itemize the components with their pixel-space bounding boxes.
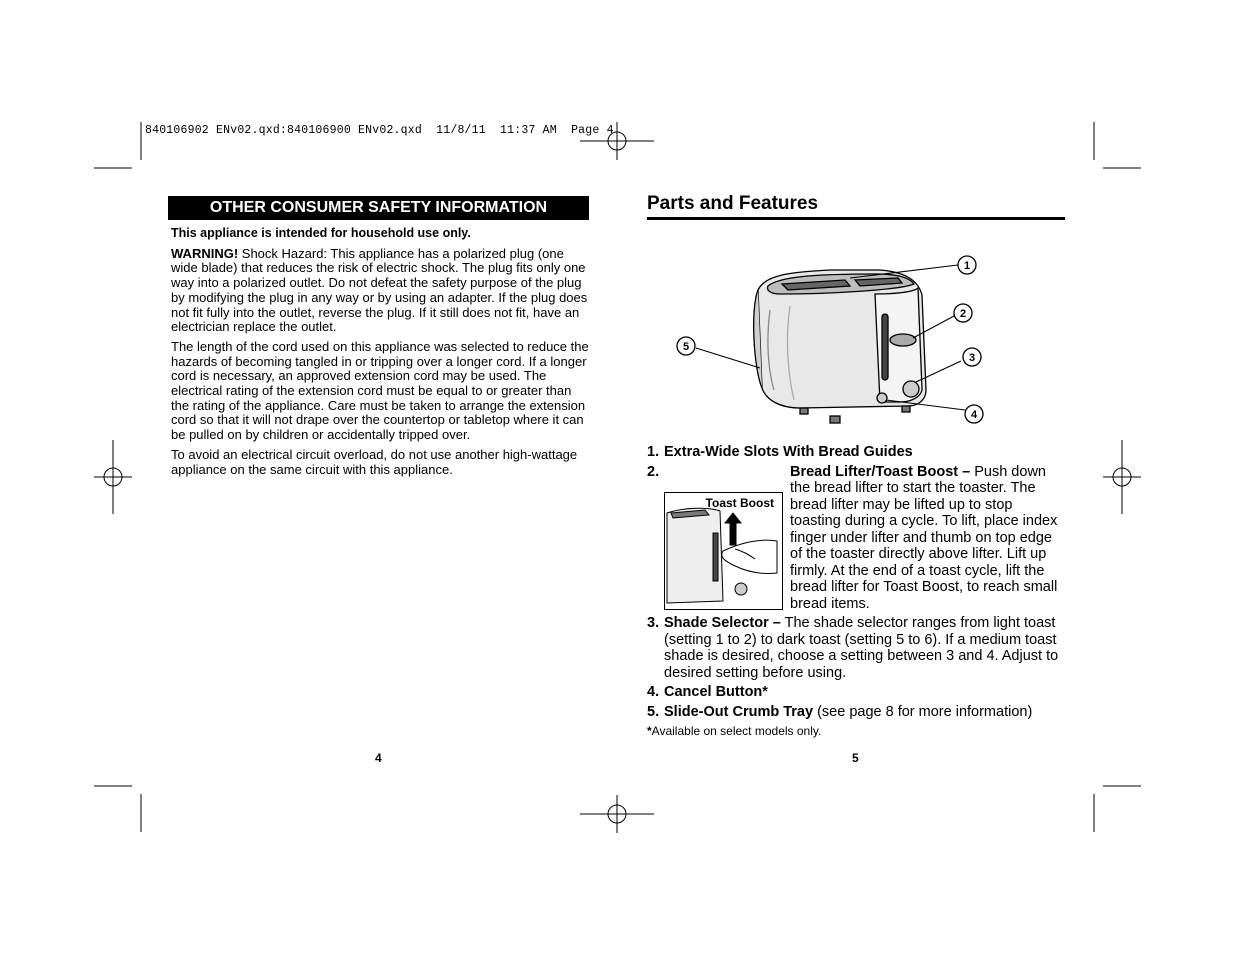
features-list — [647, 444, 1067, 740]
callout-5 — [677, 337, 695, 355]
feature-title: Shade Selector – — [664, 615, 781, 631]
feature-number: 5. — [647, 703, 660, 720]
feature-title: Bread Lifter/Toast Boost – — [790, 463, 971, 480]
svg-text:3: 3 — [968, 352, 976, 364]
callout-2 — [954, 304, 972, 322]
feature-number: 4. — [647, 684, 660, 700]
parts-heading: Parts and Features — [647, 193, 1065, 220]
warning-text: Shock Hazard: This appliance has a polarized plug (one wide blade) that reduces the risk of electric shock. The plug fits only one way into a polarized outlet. Do not defeat the safety purpose of the plug by modifying the plug in any way or by using an adapter. If the plug does not fit fully into the outlet, reverse the plug. If it still does not fit, have an electrician replace the outlet. — [171, 245, 588, 335]
footnote-text: Available on select models only. — [651, 724, 822, 738]
svg-text:2: 2 — [959, 308, 967, 320]
registration-mark-right — [1103, 440, 1141, 514]
printer-slug: 840106902 ENv02.qxd:840106900 ENv02.qxd 11/8/11 11:37 AM Page 4 — [145, 124, 614, 137]
feature-description: Push down the bread lifter to start the toaster. The bread lifter may be lifted up to stop toasting during a cycle. To lift, place index finger under lifter and thumb on top edge of the toaster directly above lifter. Lift up firmly. At the end of a toast cycle, lift the bread lifter for Toast Boost, to reach small bread items. — [790, 463, 1058, 612]
registration-mark-bottom — [580, 795, 654, 833]
feature-item-2 — [647, 464, 1067, 613]
feature-number: 2. — [647, 463, 660, 480]
page-number-right: 5 — [852, 751, 859, 765]
feature-number: 3. — [647, 615, 660, 631]
feature-item-1 — [647, 444, 1067, 461]
inset-label: Toast Boost — [705, 495, 774, 510]
overload-paragraph: To avoid an electrical circuit overload, do not use another high-wattage appliance on the same circuit with this appliance. — [171, 446, 578, 477]
feature-item-4 — [647, 684, 1067, 701]
callout-4 — [965, 405, 983, 423]
warning-paragraph — [171, 247, 589, 335]
registration-mark-left — [94, 440, 132, 514]
toast-boost-inset — [664, 492, 783, 610]
feature-title: Cancel Button* — [664, 684, 768, 700]
callout-3 — [963, 348, 981, 366]
safety-heading: OTHER CONSUMER SAFETY INFORMATION — [168, 196, 589, 220]
feature-item-3 — [647, 615, 1067, 681]
footnote — [647, 723, 1067, 740]
registration-mark-top — [580, 122, 654, 160]
feature-description: The shade selector ranges from light toast (setting 1 to 2) to dark toast (setting 5 to 6). If a medium toast shade is desired, choose a setting between 3 and 4. Adjust to desired setting before using. — [664, 615, 1059, 681]
warning-label: WARNING! — [171, 245, 239, 261]
page-number-left: 4 — [375, 751, 382, 765]
footnote-mark: * — [647, 724, 652, 738]
feature-item-5 — [647, 704, 1067, 721]
svg-text:1: 1 — [963, 260, 971, 272]
feature-number: 1. — [647, 444, 660, 460]
cord-paragraph: The length of the cord used on this appliance was selected to reduce the hazards of becoming tangled in or tripping over a longer cord. If a longer cord is necessary, an approved extension cord may be used. The electrical rating of the extension cord must be equal to or greater than the rating of the appliance. Care must be taken to arrange the extension cord so that it will not drape over the countertop or tabletop where it can be pulled on by children or accidentally tripped over. — [171, 338, 589, 443]
feature-title: Extra-Wide Slots With Bread Guides — [664, 444, 913, 460]
toaster-illustration — [670, 250, 990, 435]
feature-description: (see page 8 for more information) — [813, 703, 1033, 720]
safety-text — [171, 226, 589, 482]
callout-1 — [958, 256, 976, 274]
feature-title: Slide-Out Crumb Tray — [664, 703, 814, 720]
svg-text:4: 4 — [970, 409, 978, 421]
svg-text:5: 5 — [682, 341, 690, 353]
household-use-note: This appliance is intended for household use only. — [171, 226, 471, 240]
